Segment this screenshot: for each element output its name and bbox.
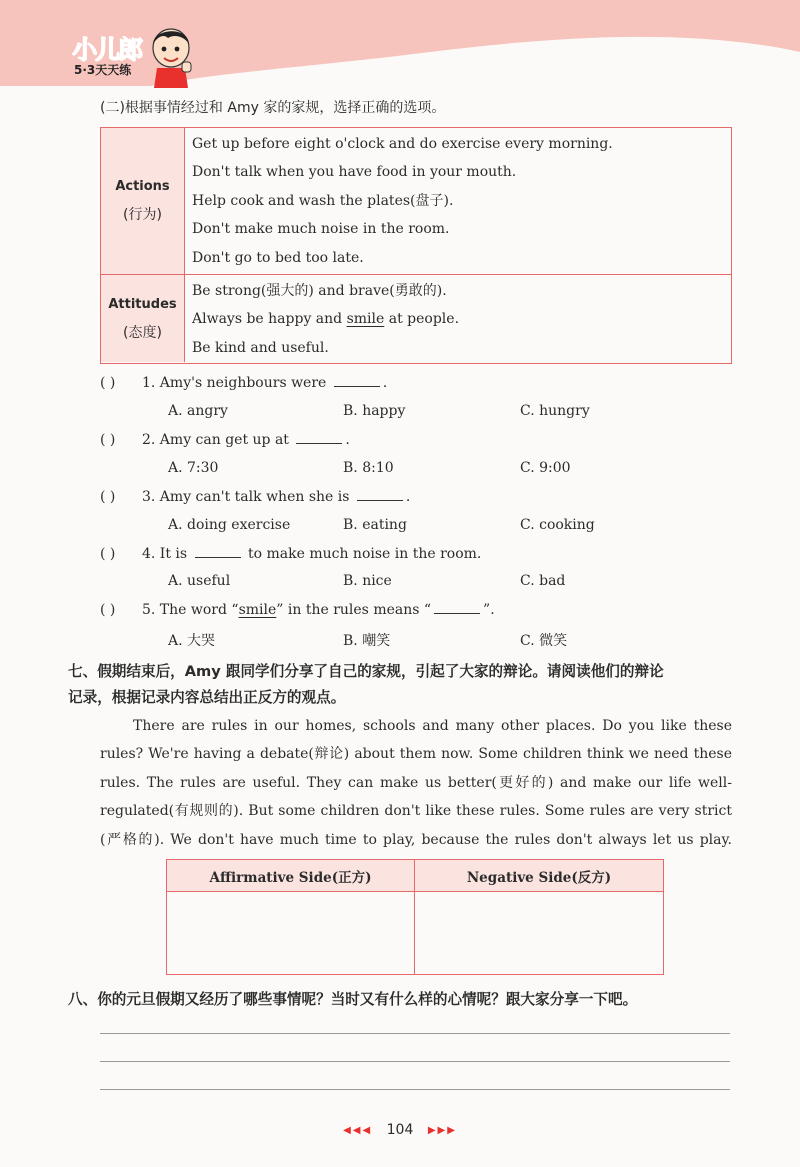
question-2 bbox=[100, 431, 350, 448]
actions-label-zh: (行为) bbox=[123, 207, 162, 223]
section-7-title-cont: 记录，根据记录内容总结出正反方的观点。 bbox=[68, 689, 346, 706]
attitude-rule: Be strong(强大的) and brave(勇敢的). bbox=[192, 283, 447, 299]
page-footer bbox=[0, 1122, 800, 1138]
answer-blank[interactable] bbox=[296, 431, 342, 444]
option-a[interactable]: A. doing exercise bbox=[168, 517, 291, 533]
question-stem-end: . bbox=[345, 432, 350, 448]
option-b[interactable]: B. nice bbox=[343, 573, 392, 589]
option-c[interactable]: C. hungry bbox=[520, 403, 590, 419]
option-b[interactable]: B. 嘲笑 bbox=[343, 633, 391, 649]
brand-subtitle: 5·3天天练 bbox=[74, 63, 132, 77]
option-a[interactable]: A. 7:30 bbox=[168, 460, 219, 476]
action-rule: Don't make much noise in the room. bbox=[192, 221, 450, 238]
writing-line[interactable] bbox=[100, 1089, 730, 1090]
passage-line: regulated(有规则的). But some children don't like these rules. Some rules are very strict bbox=[100, 803, 732, 820]
option-c[interactable]: C. bad bbox=[520, 573, 566, 589]
attitudes-header bbox=[101, 275, 185, 362]
answer-blank[interactable] bbox=[195, 545, 241, 558]
writing-line[interactable] bbox=[100, 1033, 730, 1034]
question-3 bbox=[100, 488, 410, 505]
actions-header bbox=[101, 128, 185, 274]
section-7-title: 七、假期结束后，Amy 跟同学们分享了自己的家规，引起了大家的辩论。请阅读他们的辩论 bbox=[68, 663, 664, 680]
answer-paren[interactable]: ( ) bbox=[100, 375, 116, 391]
question-stem-end: . bbox=[382, 375, 388, 391]
option-c[interactable]: C. cooking bbox=[520, 517, 595, 533]
question-stem: ” in the rules means “ bbox=[276, 602, 432, 618]
passage-line: (严格的). We don't have much time to play, because the rules don't always let us play. bbox=[100, 831, 732, 848]
underlined-word: smile bbox=[346, 311, 385, 328]
section-8-title: 八、你的元旦假期又经历了哪些事情呢？当时又有什么样的心情呢？跟大家分享一下吧。 bbox=[68, 991, 638, 1008]
attitude-rule: Be kind and useful. bbox=[192, 339, 329, 356]
option-a[interactable]: A. useful bbox=[168, 573, 231, 589]
question-stem-end: to make much noise in the room. bbox=[243, 546, 482, 562]
affirmative-answer-cell[interactable] bbox=[167, 892, 415, 974]
attitudes-list bbox=[192, 277, 459, 362]
actions-row bbox=[101, 128, 731, 275]
question-stem-end: ”. bbox=[483, 602, 495, 618]
debate-table bbox=[166, 859, 664, 975]
question-stem: 2. Amy can get up at bbox=[142, 432, 294, 448]
debate-passage bbox=[100, 712, 732, 854]
attitudes-label: Attitudes bbox=[108, 296, 177, 312]
underlined-word: smile bbox=[238, 602, 277, 618]
answer-paren[interactable]: ( ) bbox=[100, 546, 116, 562]
actions-list bbox=[192, 130, 613, 272]
brand-title: 小儿郎 bbox=[72, 35, 142, 64]
answer-blank[interactable] bbox=[434, 601, 480, 614]
passage-line: rules? We're having a debate(辩论) about them now. Some children think we need these bbox=[100, 746, 732, 763]
attitudes-row bbox=[101, 275, 731, 362]
answer-blank[interactable] bbox=[357, 488, 403, 501]
option-a[interactable]: A. 大哭 bbox=[168, 633, 216, 649]
attitudes-label-zh: (态度) bbox=[123, 324, 162, 341]
option-a[interactable]: A. angry bbox=[168, 403, 228, 419]
question-4 bbox=[100, 545, 481, 562]
attitude-text: Always be happy and bbox=[192, 311, 347, 328]
left-arrows-icon: ◀◀◀ bbox=[343, 1125, 373, 1136]
question-1 bbox=[100, 374, 387, 391]
option-b[interactable]: B. happy bbox=[343, 403, 406, 419]
attitude-rule bbox=[192, 305, 459, 333]
action-rule: Don't talk when you have food in your mouth. bbox=[192, 164, 517, 181]
mascot-icon bbox=[144, 22, 198, 88]
writing-line[interactable] bbox=[100, 1061, 730, 1062]
passage-line: There are rules in our homes, schools and many other places. Do you like these bbox=[133, 718, 732, 734]
brand-logo bbox=[70, 30, 190, 90]
option-b[interactable]: B. eating bbox=[343, 517, 407, 533]
action-rule: Get up before eight o'clock and do exercise every morning. bbox=[192, 136, 613, 152]
rules-table bbox=[100, 127, 732, 364]
option-b[interactable]: B. 8:10 bbox=[343, 460, 394, 476]
answer-blank[interactable] bbox=[334, 374, 380, 387]
question-stem: 4. It is bbox=[142, 546, 192, 562]
answer-paren[interactable]: ( ) bbox=[100, 489, 116, 505]
passage-line: rules. The rules are useful. They can make us better(更好的) and make our life well- bbox=[100, 774, 732, 791]
question-stem: 3. Amy can't talk when she is bbox=[142, 489, 354, 505]
attitude-text: at people. bbox=[384, 311, 460, 328]
negative-answer-cell[interactable] bbox=[415, 892, 663, 974]
page-number: 104 bbox=[386, 1122, 414, 1138]
part-title: (二)根据事情经过和 Amy 家的家规，选择正确的选项。 bbox=[100, 100, 446, 116]
action-rule: Don't go to bed too late. bbox=[192, 249, 364, 266]
question-stem-end: . bbox=[405, 489, 411, 505]
right-arrows-icon: ▶▶▶ bbox=[427, 1125, 457, 1136]
actions-label: Actions bbox=[115, 179, 170, 194]
question-stem: 5. The word “ bbox=[142, 602, 239, 618]
answer-paren[interactable]: ( ) bbox=[100, 602, 116, 618]
negative-header: Negative Side(反方) bbox=[415, 860, 663, 892]
action-rule: Help cook and wash the plates(盘子). bbox=[192, 192, 454, 209]
affirmative-header: Affirmative Side(正方) bbox=[167, 860, 415, 892]
answer-paren[interactable]: ( ) bbox=[100, 432, 116, 448]
option-c[interactable]: C. 微笑 bbox=[520, 633, 568, 649]
question-stem: 1. Amy's neighbours were bbox=[142, 375, 331, 391]
option-c[interactable]: C. 9:00 bbox=[520, 460, 571, 476]
question-5 bbox=[100, 601, 495, 618]
